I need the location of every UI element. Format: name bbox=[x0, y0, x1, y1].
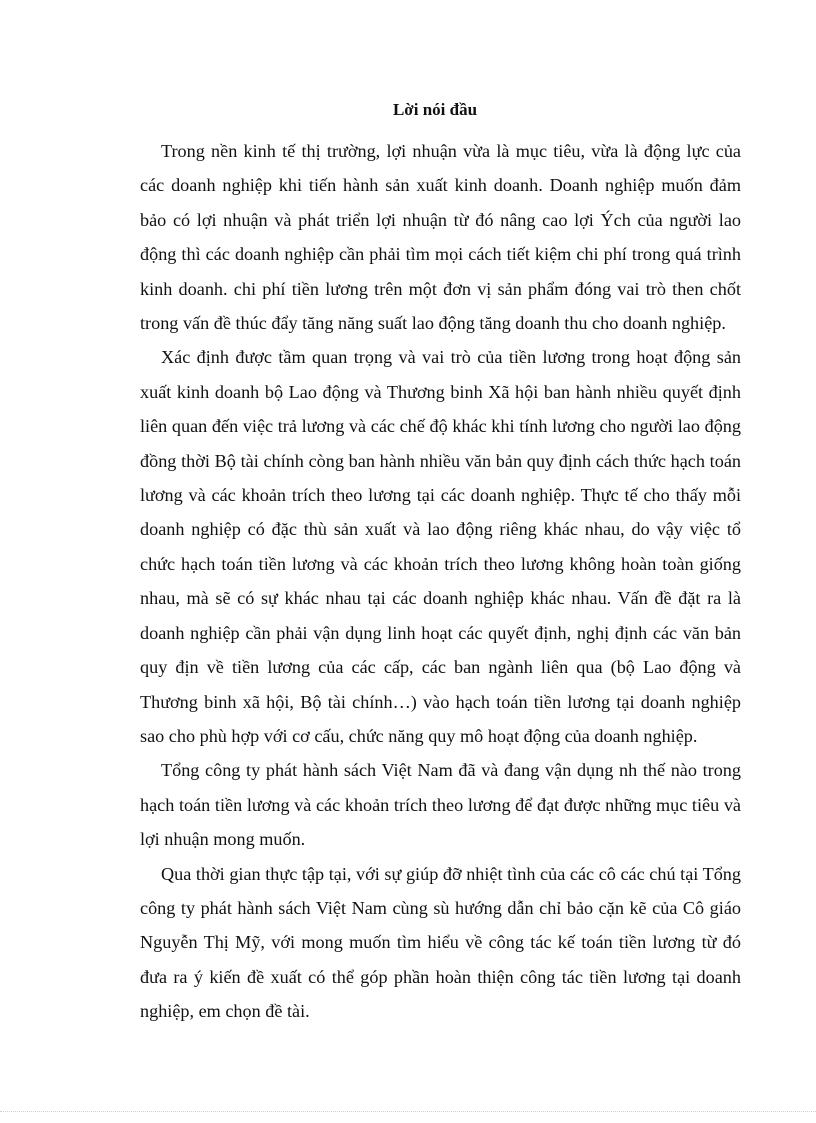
page-title: Lời nói đầu bbox=[392, 100, 478, 119]
document-body bbox=[140, 134, 741, 1029]
paragraph-4: Qua thời gian thực tập tại, với sự giúp đỡ nhiệt tình của các cô các chú tại Tổng công ty phát hành sách Việt Nam cùng sù hướng dẫn chỉ bảo cặn kẽ của Cô giáo Nguyễn Thị Mỹ, với mong muốn tìm hiểu về công tác kế toán tiền lương từ đó đưa ra ý kiến đề xuất có thể góp phần hoàn thiện công tác tiền lương tại doanh nghiệp, em chọn đề tài. bbox=[140, 863, 741, 1022]
paragraph-2: Xác định được tầm quan trọng và vai trò của tiền lương trong hoạt động sản xuất kinh doanh bộ Lao động và Thương binh Xã hội ban hành nhiều quyết định liên quan đến việc trả lương và các chế độ khác khi tính lương cho người lao động đồng thời Bộ tài chính còng ban hành nhiều văn bản quy định cách thức hạch toán lương và các khoản trích theo lương tại các doanh nghiệp. Thực tế cho thấy mỗi doanh nghiệp có đặc thù sản xuất và lao động riêng khác nhau, do vậy việc tổ chức hạch toán tiền lương và các khoản trích theo lương không hoàn toàn giống nhau, mà sẽ có sự khác nhau tại các doanh nghiệp khác nhau. Vấn đề đặt ra là doanh nghiệp cần phải vận dụng linh hoạt các quyết định, nghị định các văn bản quy địn về tiền lương của các cấp, các ban ngành liên qua (bộ Lao động và Thương binh xã hội, Bộ tài chính…) vào hạch toán tiền lương tại doanh nghiệp sao cho phù hợp với cơ cấu, chức năng quy mô hoạt động của doanh nghiệp. bbox=[140, 347, 741, 746]
paragraph-3: Tổng công ty phát hành sách Việt Nam đã và đang vận dụng nh thế nào trong hạch toán tiền lương và các khoản trích theo lương để đạt được những mục tiêu và lợi nhuận mong muốn. bbox=[140, 760, 741, 850]
page-bottom-rule bbox=[0, 1111, 816, 1112]
paragraph-1: Trong nền kinh tế thị trường, lợi nhuận vừa là mục tiêu, vừa là động lực của các doanh nghiệp khi tiến hành sản xuất kinh doanh. Doanh nghiệp muốn đảm bảo có lợi nhuận và phát triển lợi nhuận từ đó nâng cao lợi Ých của người lao động thì các doanh nghiệp cần phải tìm mọi cách tiết kiệm chi phí trong quá trình kinh doanh. chi phí tiền lương trên một đơn vị sản phẩm đóng vai trò then chốt trong vấn đề thúc đẩy tăng năng suất lao động tăng doanh thu cho doanh nghiệp. bbox=[140, 141, 741, 334]
